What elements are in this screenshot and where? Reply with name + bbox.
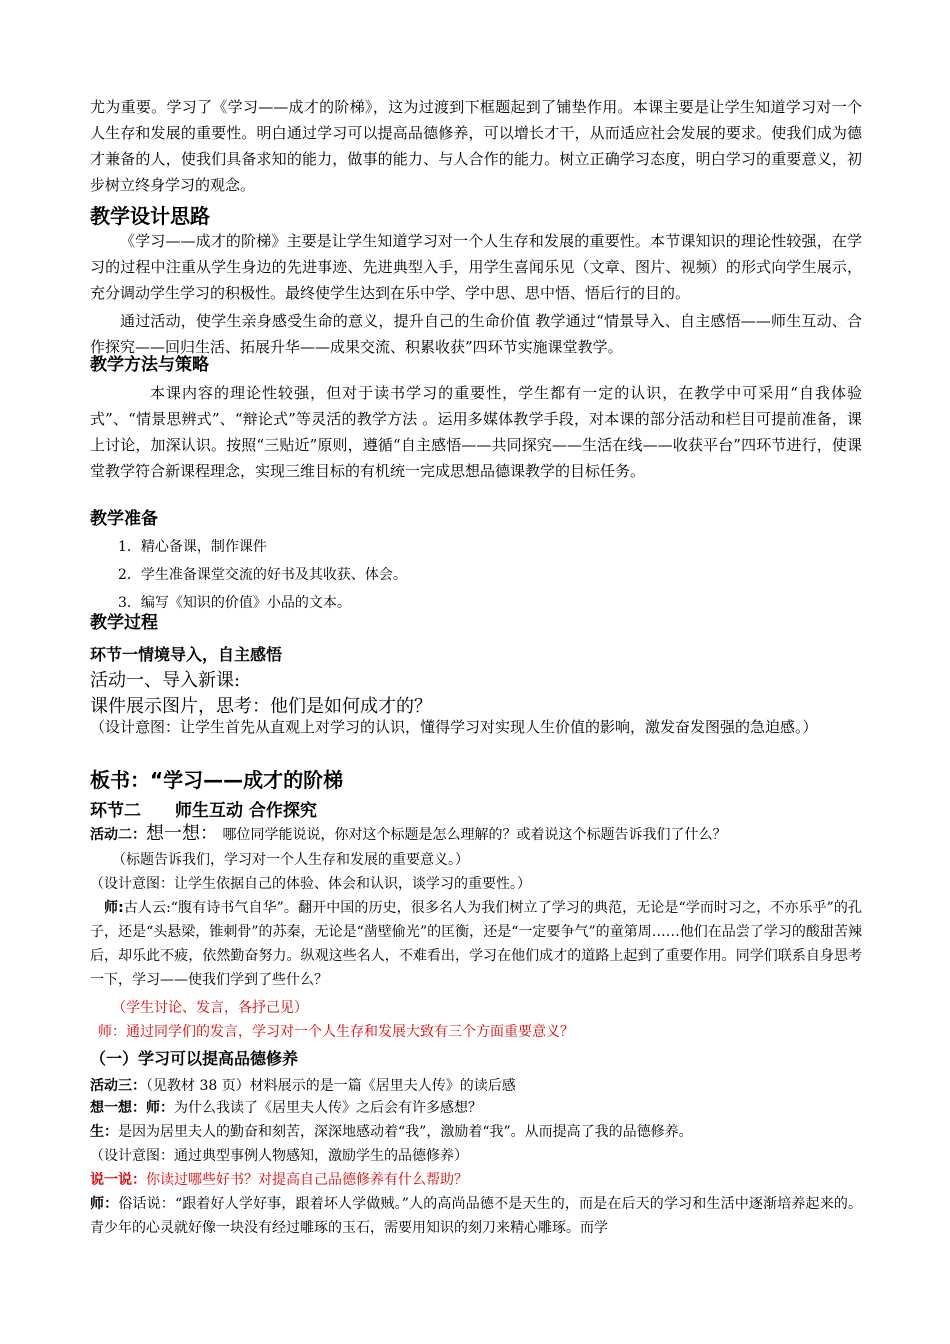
stage-1-title: 环节一情境导入，自主感悟 <box>90 645 283 664</box>
activity-2-label: 活动二： <box>90 827 146 843</box>
student-answer <box>90 1120 862 1144</box>
prep-item-2: 2．学生准备课堂交流的好书及其收获、体会。 <box>118 567 407 583</box>
board-title: 板书：“学习——成才的阶梯 <box>90 768 344 792</box>
teacher-3-label: 师： <box>90 1196 119 1212</box>
teacher-talk-3 <box>90 1192 862 1240</box>
intro-paragraph: 尤为重要。学习了《学习——成才的阶梯》，这为过渡到下框题起到了铺垫作用。本课主要是让学生知道学习对一个人生存和发展的重要性。明白通过学习可以提高品德修养，可以增长才干，从而适应社会发展的要求。使我们成为德才兼备的人，使我们具备求知的能力，做事的能力、与人合作的能力。树立正确学习态度，明白学习的重要意义，初步树立终身学习的观念。 <box>90 98 862 194</box>
section-title-design: 教学设计思路 <box>90 204 210 228</box>
section-title-prep: 教学准备 <box>90 509 158 529</box>
activity-3-text: （见教材 38 页）材料展示的是一篇《居里夫人传》的读后感 <box>146 1078 516 1094</box>
say-text: 你读过哪些好书？对提高自己品德修养有什么帮助？ <box>146 1172 468 1188</box>
teacher-talk-1 <box>90 896 862 992</box>
activity-1-title: 活动一、导入新课: <box>90 670 241 691</box>
say-label: 说一说： <box>90 1172 146 1188</box>
section-title-method: 教学方法与策略 <box>90 355 209 375</box>
activity-2-think: 想一想： <box>146 823 218 844</box>
activity-3 <box>90 1074 862 1098</box>
say-prompt <box>90 1168 862 1192</box>
method-paragraph: 本课内容的理论性较强，但对于读书学习的重要性，学生都有一定的认识，在教学中可采用“自我体验式”、“情景思辨式”、“辩论式”等灵活的教学方法 。运用多媒体教学手段，对本课的部分活动和栏目可提前准备，课上讨论，加深认识。按照“三贴近”原则，遵循“自主感悟——共同探究——生活在线——收获平台”四环节进行，使课堂教学符合新课程理念，实现三维目标的有机统一完成思想品德课教学的目标任务。 <box>90 384 862 480</box>
teacher-3-text: 俗话说：“跟着好人学好事，跟着坏人学做贼。”人的高尚品德不是天生的，而是在后天的学习和生活中逐渐培养起来的。青少年的心灵就好像一块没有经过雕琢的玉石，需要用知识的刻刀来精心雕琢。而学 <box>90 1196 863 1236</box>
prep-item-1: 1．精心备课，制作课件 <box>118 539 267 555</box>
subsection-1-title: （一）学习可以提高品德修养 <box>90 1049 299 1068</box>
stage-2-title: 环节二 师生互动 合作探究 <box>90 801 317 821</box>
activity-2-intent: （设计意图：让学生依据自己的体验、体会和认识，谈学习的重要性。） <box>90 876 531 892</box>
teacher-talk-2: 师：通过同学们的发言，学习对一个人生存和发展大致有三个方面重要意义？ <box>98 1024 574 1040</box>
prep-item-3: 3．编写《知识的价值》小品的文本。 <box>118 595 351 611</box>
section-title-process: 教学过程 <box>90 613 158 633</box>
teacher-text: 古人云:“腹有诗书气自华”。翻开中国的历史，很多名人为我们树立了学习的典范，无论是“学而时习之，不亦乐乎”的孔子，还是“头悬梁，锥刺骨”的苏秦，无论是“凿壁偷光”的匡衡，还是“一定要争气”的童第周……他们在品尝了学习的酸甜苦辣后，却乐此不疲，依然勤奋努力。纵观这些名人，不难看出，学习在他们成才的道路上起到了重要作用。同学们联系自身思考一下，学习——使我们学到了些什么？ <box>90 900 863 988</box>
activity-2-answer: （标题告诉我们，学习对一个人生存和发展的重要意义。） <box>112 852 469 868</box>
teacher-label: 师: <box>104 900 124 916</box>
activity-1-intent: （设计意图：让学生首先从直观上对学习的认识，懂得学习对实现人生价值的影响，激发奋发图强的急迫感。） <box>90 718 818 736</box>
activity-3-intent: （设计意图：通过典型事例人物感知，激励学生的品德修养） <box>90 1148 468 1164</box>
design-paragraph-2: 通过活动，使学生亲身感受生命的意义，提升自己的生命价值 教学通过“情景导入、自主感悟——师生互动、合作探究——回归生活、拓展升华——成果交流、积累收获”四环节实施课堂教学。 <box>90 312 862 356</box>
think-label: 想一想：师： <box>90 1100 174 1116</box>
activity-1-text: 课件展示图片，思考：他们是如何成才的？ <box>90 696 432 717</box>
design-paragraph-1: 《学习——成才的阶梯》主要是让学生知道学习对一个人生存和发展的重要性。本节课知识的理论性较强，在学习的过程中注重从学生身边的先进事迹、先进典型入手，用学生喜闻乐见（文章、图片、视频）的形式向学生展示，充分调动学生学习的积极性。最终使学生达到在乐中学、学中思、思中悟、悟后行的目的。 <box>90 232 862 302</box>
student-discussion: （学生讨论、发言，各抒己见） <box>112 1000 308 1016</box>
student-label: 生： <box>90 1124 118 1140</box>
think-text: 为什么我读了《居里夫人传》之后会有许多感想？ <box>174 1100 482 1116</box>
activity-2 <box>90 822 862 847</box>
student-text: 是因为居里夫人的勤奋和刻苦，深深地感动着“我”，激励着“我”。从而提高了我的品德修养。 <box>118 1124 693 1140</box>
activity-2-text: 哪位同学能说说，你对这个标题是怎么理解的？或着说这个标题告诉我们了什么？ <box>218 827 727 843</box>
think-question <box>90 1096 862 1120</box>
activity-3-label: 活动三： <box>90 1078 146 1094</box>
